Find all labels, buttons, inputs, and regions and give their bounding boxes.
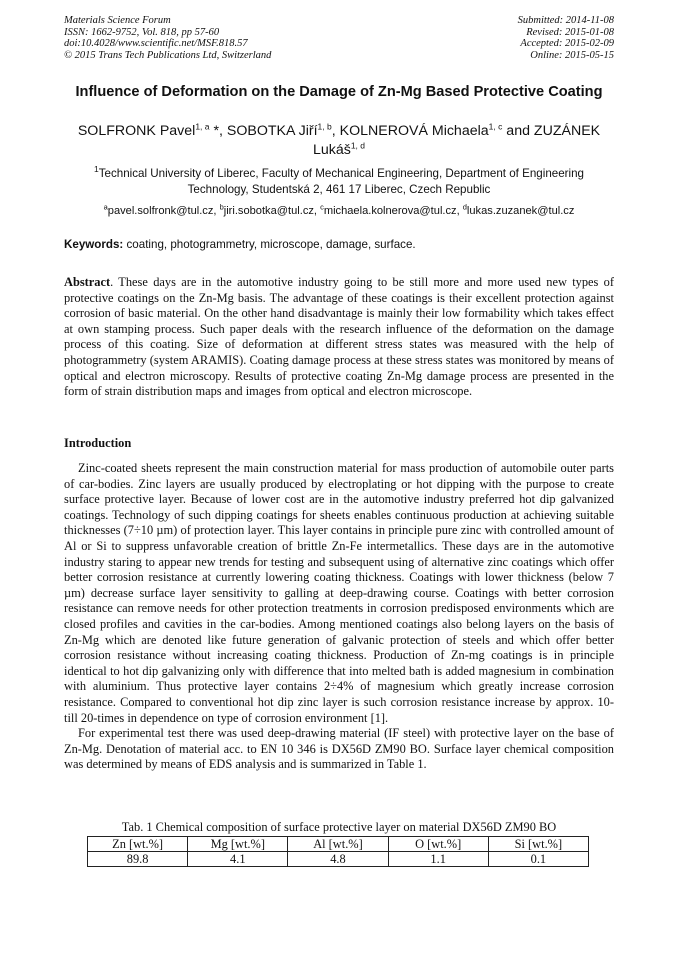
table-header-cell: Mg [wt.%] [188, 837, 288, 852]
email-link[interactable]: jiri.sobotka@tul.cz, [223, 205, 321, 217]
author-emails [64, 204, 614, 218]
table-cell: 4.8 [288, 852, 388, 867]
paper-title: Influence of Deformation on the Damage of Zn-Mg Based Protective Coating [75, 84, 603, 100]
keywords-text: coating, photogrammetry, microscope, damage, surface. [123, 238, 416, 251]
author-name: ZUZÁNEK Lukáš [312, 123, 601, 158]
journal-name: Materials Science Forum [64, 15, 171, 26]
keywords-label: Keywords: [64, 238, 124, 251]
author-name: KOLNEROVÁ Michaela [339, 123, 489, 139]
author-affiliation-mark: 1, c [488, 121, 503, 132]
keywords [64, 238, 614, 252]
copyright-line: © 2015 Trans Tech Publications Ltd, Switzerland [64, 49, 272, 61]
issn-line: ISSN: 1662-9752, Vol. 818, pp 57-60 [64, 26, 220, 38]
table-row [88, 852, 589, 867]
journal-info [64, 15, 271, 61]
table-header-cell: O [wt.%] [388, 837, 488, 852]
author-name: SOBOTKA Jiří [226, 123, 318, 139]
table-cell: 4.1 [188, 852, 288, 867]
table-header-cell: Al [wt.%] [288, 837, 388, 852]
table-cell: 0.1 [488, 852, 588, 867]
table-header-row [88, 837, 589, 852]
email-mark: b [219, 202, 224, 212]
corresponding-mark: *, [209, 123, 227, 139]
author-affiliation-mark: 1, a [195, 121, 210, 132]
table-cell: 89.8 [88, 852, 188, 867]
abstract-text: . These days are in the automotive industry going to be still more and more used new types of protective coatings on the Zn-Mg basis. The advantage of these coatings is their excellent protection against corrosion of basic material. On the other hand disadvantage is mainly their low formability which takes effect at own stamping process. Such paper deals with the research influence of the deformation on the damage process of this coating. Size of deformation at different stress states was measured with the help of photogrammetry (system ARAMIS). Coating damage process at these stress states was monitored by means of optical and electron microscopy. Results of protective coating Zn-Mg damage process are presented in the form of strain distribution maps and images from optical and electron microscope. [64, 275, 614, 399]
doi-line: doi:10.4028/www.scientific.net/MSF.818.57 [64, 38, 248, 50]
submitted-date: Submitted: 2014-11-08 [517, 15, 614, 26]
submission-dates [518, 15, 614, 61]
revised-date: Revised: 2015-01-08 [526, 26, 614, 38]
email-link[interactable]: pavel.solfronk@tul.cz, [107, 205, 220, 217]
author-affiliation-mark: 1, d [350, 140, 366, 151]
affiliation-mark: 1 [94, 164, 99, 175]
table-header-cell: Si [wt.%] [488, 837, 588, 852]
affiliation-text: Technical University of Liberec, Faculty of Mechanical Engineering, Department of Engineering Technology, Studentská 2, 461 17 Liberec, Czech Republic [98, 167, 584, 196]
accepted-date: Accepted: 2015-02-09 [520, 38, 614, 50]
email-mark: d [462, 202, 467, 212]
email-mark: a [103, 202, 108, 212]
author-separator: , [331, 123, 340, 139]
author-name: SOLFRONK Pavel [77, 123, 196, 139]
introduction-body [64, 461, 614, 773]
author-conjunction: and [502, 123, 534, 139]
composition-table [87, 836, 589, 867]
author-affiliation-mark: 1, b [317, 121, 332, 132]
affiliation [64, 166, 614, 198]
online-date: Online: 2015-05-15 [530, 49, 614, 61]
table-cell: 1.1 [388, 852, 488, 867]
email-link[interactable]: lukas.zuzanek@tul.cz [466, 205, 575, 217]
section-heading-introduction: Introduction [64, 436, 132, 450]
introduction-paragraph: For experimental test there was used deep-drawing material (IF steel) with protective layer on the base of Zn-Mg. Denotation of material acc. to EN 10 346 is DX56D ZM90 BO. Surface layer chemical composition was determined by means of EDS analysis and is summarized in Table 1. [64, 726, 614, 772]
table-caption: Tab. 1 Chemical composition of surface protective layer on material DX56D ZM90 BO [121, 820, 557, 834]
table-header-cell: Zn [wt.%] [88, 837, 188, 852]
abstract [64, 275, 614, 400]
introduction-paragraph: Zinc-coated sheets represent the main construction material for mass production of automobile outer parts of car-bodies. Zinc layers are usually produced by electroplating or hot dipping with the purpose to create surface protective layer. Because of lower cost are in the automotive industry preferred hot dip galvanized coatings. Technology of such dipping coatings for sheets enables continuous production at achieving suitable thicknesses (7÷10 µm) of protection layer. This layer contains in principle pure zinc with controlled amount of Al or Si to suppress unfavorable creation of brittle Zn-Fe intermetallics. These days are in the automotive industry staring to appear new trends for testing and subsequent using of alternative zinc coatings which offer better corrosion resistance at currently lowering coating thickness. Coatings with lower thickness (below 7 µm) decrease surface layer sensitivity to galling at deep-drawing course. Coatings with better corrosion resistance can remove needs for other protection treatments in corrosion predisposed environments which are closed profiles and cavities in the car-bodies. Among mentioned coatings also belong layers on the basis of Zn-Mg which are denoted like future generation of galvanic protection of steels and which offer better corrosion resistance without increasing coating thickness. Production of Zn-mg coatings is in principle identical to hot dip galvanizing only with difference that into melted bath is added magnesium in combination with aluminium. Thus protective layer contains 2÷4% of magnesium which greatly increase corrosion resistance. Compared to conventional hot dip zinc layer is such corrosion resistance increase by approx. 10- till 20-times in dependence on type of corrosion environment [1]. [64, 461, 614, 725]
abstract-label: Abstract [64, 275, 111, 289]
email-link[interactable]: michaela.kolnerova@tul.cz, [323, 205, 463, 217]
author-list [64, 122, 614, 160]
email-mark: c [320, 202, 324, 212]
